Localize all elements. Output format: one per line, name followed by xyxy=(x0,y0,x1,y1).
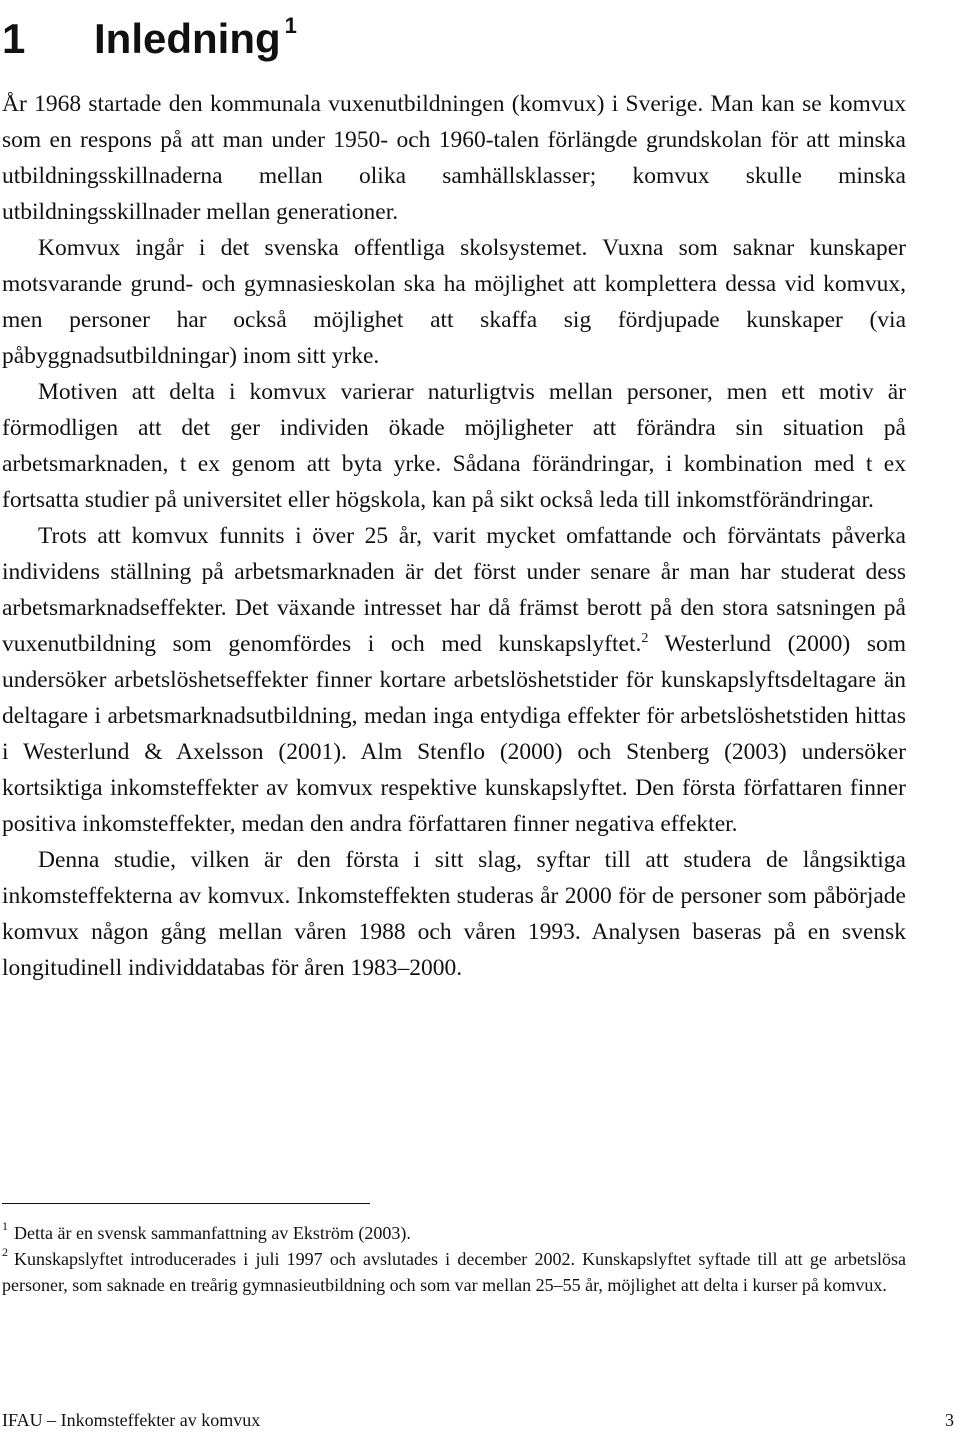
paragraph-2: Komvux ingår i det svenska offentliga skolsystemet. Vuxna som saknar kunskaper motsvarande grund- och gymnasieskolan ska ha möjlighet att komplettera dessa vid komvux, men personer har också möjlighet att skaffa sig fördjupade kunskaper (via påbyggnadsutbildningar) inom sitt yrke. xyxy=(2,235,906,369)
paragraph-4 xyxy=(2,518,906,842)
footnote-ref-2: 2 xyxy=(641,631,649,646)
footnote-1-text: Detta är en svensk sammanfattning av Ekström (2003). xyxy=(14,1223,411,1243)
body-text xyxy=(2,86,906,986)
footnote-1 xyxy=(2,1220,906,1246)
footnote-2-number: 2 xyxy=(2,1245,8,1259)
page-footer xyxy=(2,1408,954,1432)
paragraph-5: Denna studie, vilken är den första i sitt slag, syftar till att studera de långsiktiga inkomsteffekterna av komvux. Inkomsteffekten studeras år 2000 för de personer som påbörjade komvux någon gång mellan våren 1988 och våren 1993. Analysen baseras på en svensk longitudinell individdatabas för åren 1983–2000. xyxy=(2,847,906,981)
footnote-1-number: 1 xyxy=(2,1219,8,1233)
paragraph-4-part-1: Trots att komvux funnits i över 25 år, varit mycket omfattande och förväntats påverka individens ställning på arbetsmarknaden är det först under senare år man har studerat dess arbetsmarknadseffekter. Det växande intresset har då främst berott på den stora satsningen på vuxenutbildning som genomfördes i och med kunskapslyftet. xyxy=(2,523,906,657)
chapter-heading xyxy=(2,0,297,65)
running-title: IFAU – Inkomsteffekter av komvux xyxy=(2,1410,261,1430)
chapter-title: Inledning xyxy=(94,15,281,62)
paragraph-1: År 1968 startade den kommunala vuxenutbildningen (komvux) i Sverige. Man kan se komvux som en respons på att man under 1950- och 1960-talen förlängde grundskolan för att minska utbildningsskillnaderna mellan olika samhällsklasser; komvux skulle minska utbildningsskillnader mellan generationer. xyxy=(2,91,906,225)
footnote-ref-1: 1 xyxy=(284,13,297,38)
paragraph-3: Motiven att delta i komvux varierar naturligtvis mellan personer, men ett motiv är förmodligen att det ger individen ökade möjligheter att förändra sin situation på arbetsmarknaden, t ex genom att byta yrke. Sådana förändringar, i kombination med t ex fortsatta studier på universitet eller högskola, kan på sikt också leda till inkomstförändringar. xyxy=(2,379,906,513)
footnote-2-text: Kunskapslyftet introducerades i juli 1997 och avslutades i december 2002. Kunskapslyftet syftade till att ge arbetslösa personer, som saknade en treårig gymnasieutbildning och som var mellan 25–55 år, möjlighet att delta i kurser på komvux. xyxy=(2,1249,906,1295)
footnote-divider xyxy=(2,1203,370,1204)
page-number: 3 xyxy=(945,1410,954,1430)
paragraph-4-part-2: Westerlund (2000) som undersöker arbetslöshetseffekter finner kortare arbetslöshetstider för kunskapslyftsdeltagare än deltagare i arbetsmarknadsutbildning, medan inga entydiga effekter för arbetslöshetstiden hittas i Westerlund & Axelsson (2001). Alm Stenflo (2000) och Stenberg (2003) undersöker kortsiktiga inkomsteffekter av komvux respektive kunskapslyftet. Den första författaren finner positiva inkomsteffekter, medan den andra författaren finner negativa effekter. xyxy=(2,631,906,837)
footnote-2 xyxy=(2,1246,906,1298)
footnotes xyxy=(2,1220,906,1298)
chapter-number: 1 xyxy=(2,15,26,62)
